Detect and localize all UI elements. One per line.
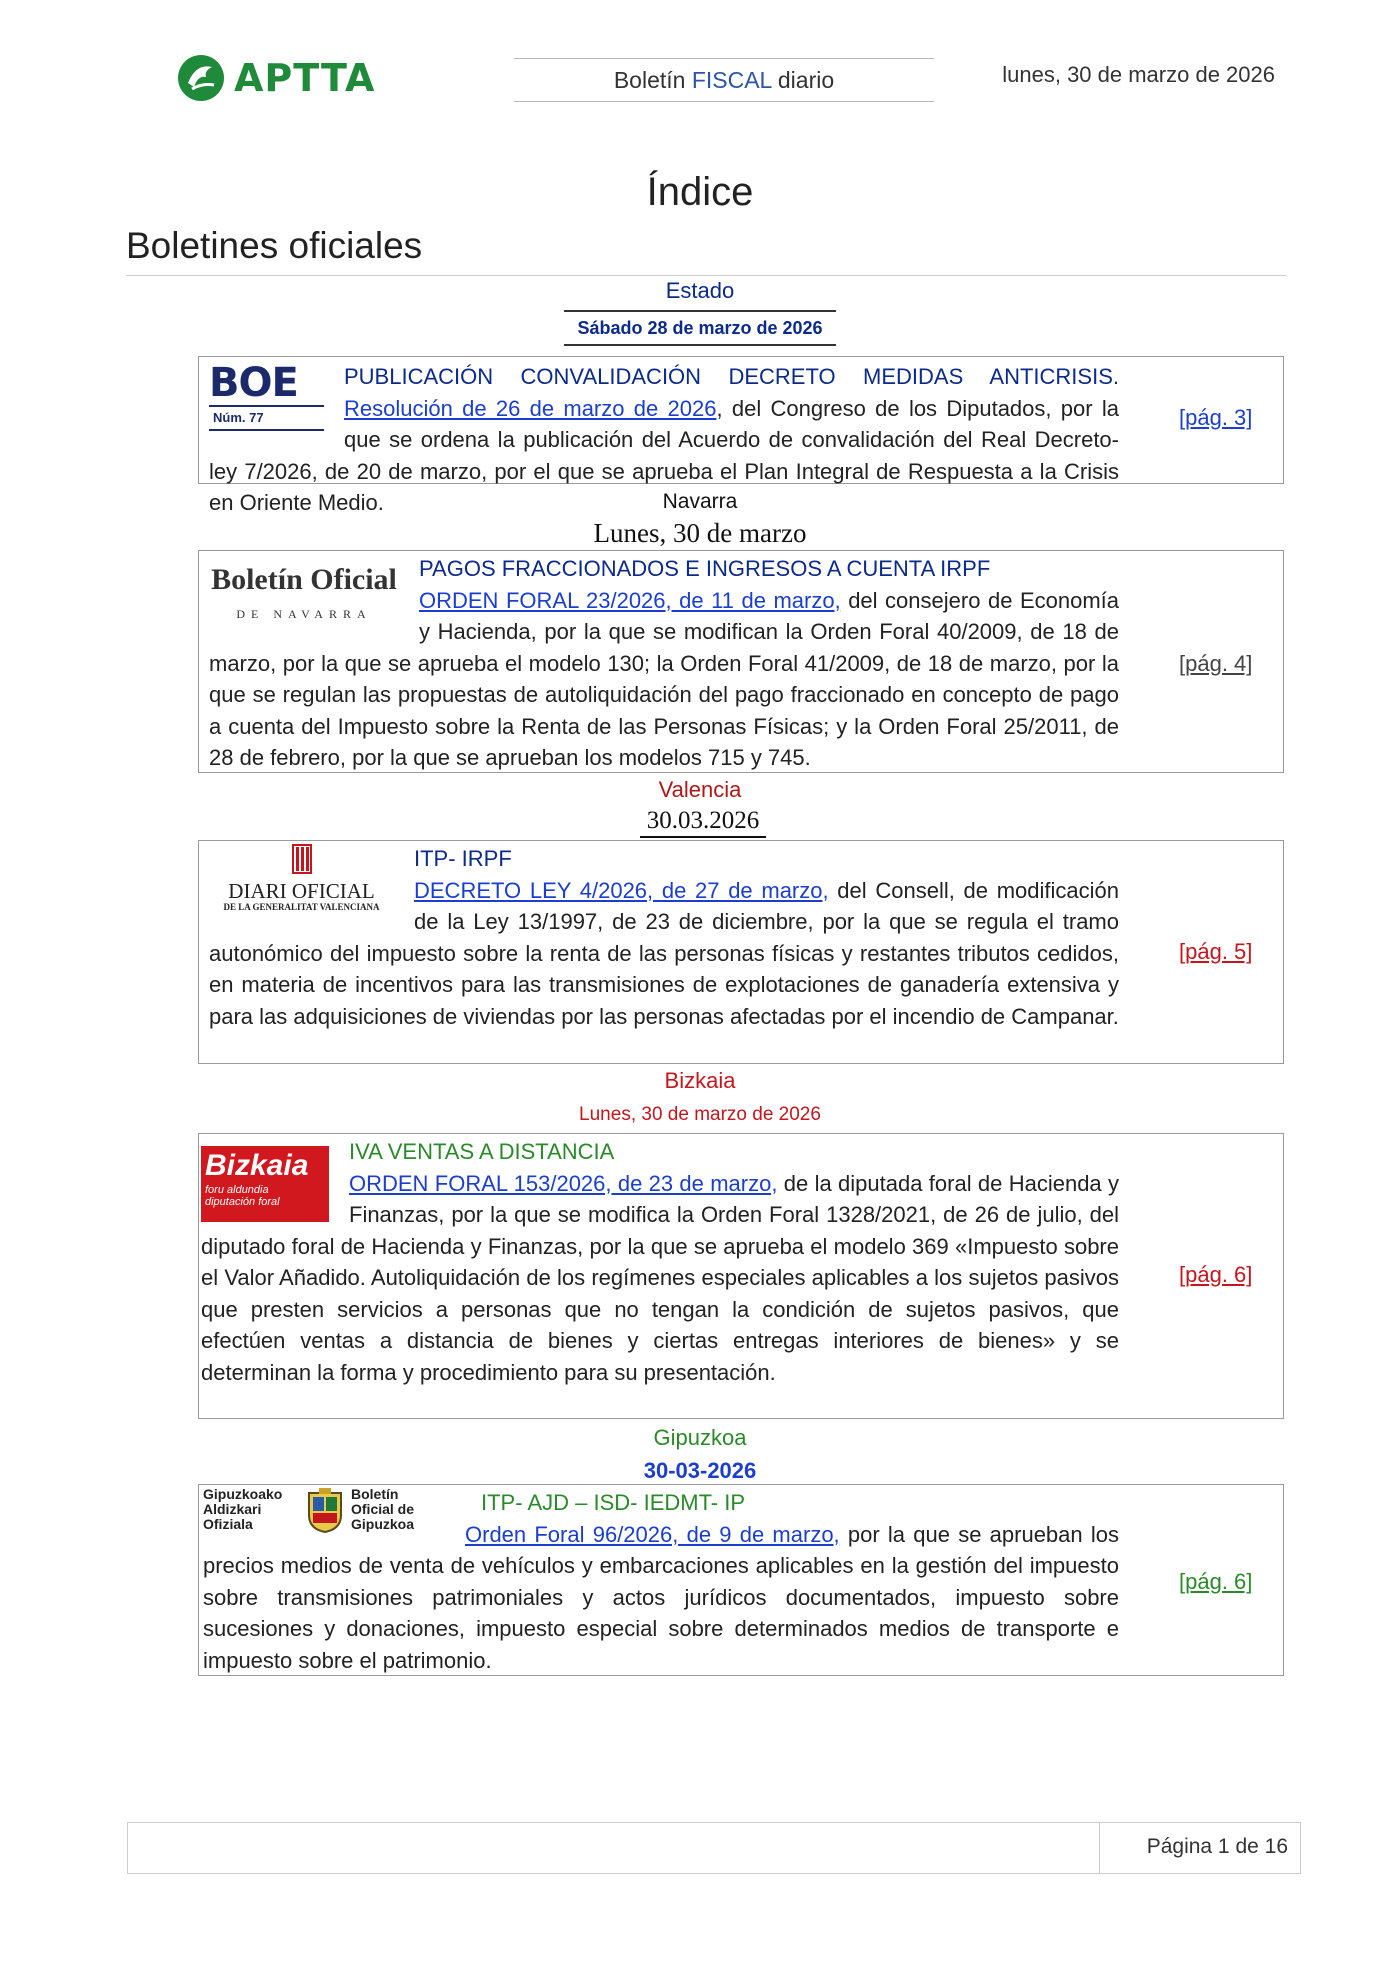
page-ref-link[interactable]: [pág. 4] bbox=[1179, 651, 1253, 676]
region-valencia: Valencia bbox=[658, 777, 742, 802]
footer-divider bbox=[1099, 1823, 1100, 1873]
dogv-logo: DIARI OFICIAL DE LA GENERALITAT VALENCIANA bbox=[209, 843, 394, 921]
entry-valencia bbox=[198, 840, 1284, 1064]
entry-link[interactable]: ORDEN FORAL 23/2026, de 11 de marzo, bbox=[419, 587, 841, 613]
boe-logo: BOE Núm. 77 bbox=[209, 361, 324, 447]
region-gipuzkoa: Gipuzkoa bbox=[653, 1425, 747, 1450]
page-ref-link[interactable]: [pág. 6] bbox=[1179, 1262, 1253, 1287]
gipuzkoa-logo: Gipuzkoako Aldizkari Ofiziala Boletín Oficial de Gipuzkoa bbox=[203, 1486, 415, 1532]
page-ref-link[interactable]: [pág. 6] bbox=[1179, 1569, 1253, 1594]
page-ref-link[interactable]: [pág. 3] bbox=[1179, 405, 1253, 430]
entry-heading: PUBLICACIÓN CONVALIDACIÓN DECRETO MEDIDAS ANTICRISIS. bbox=[344, 364, 1119, 389]
entry-text: IVA VENTAS A DISTANCIA ORDEN FORAL 153/2026, de 23 de marzo, de la diputada foral de Hacienda y Finanzas, por la que se modifica la Orden Foral 1328/2021, de 26 de julio, del diputado foral de Hacienda y Finanzas, por la que se aprueba el modelo 369 «Impuesto sobre el Valor Añadido. Autoliquidación de los regímenes especiales aplicables a los sujetos pasivos que presten servicios a personas que no tengan la condición de sujetos pasivos, que efectúen ventas a distancia de bienes y ciertas entregas interiores de bienes» y se determinan la forma y procedimiento para su presentación. bbox=[201, 1139, 1119, 1385]
date-navarra: Lunes, 30 de marzo bbox=[593, 518, 807, 548]
entry-heading: PAGOS FRACCIONADOS E INGRESOS A CUENTA IRPF bbox=[419, 556, 991, 581]
page-title: Índice bbox=[646, 170, 754, 214]
logo-text: APTTA bbox=[234, 56, 376, 100]
bulletin-title: Boletín FISCAL diario bbox=[514, 58, 934, 102]
entry-bizkaia bbox=[198, 1133, 1284, 1419]
entry-text: ITP- AJD – ISD- IEDMT- IP Orden Foral 96/2026, de 9 de marzo, por la que se aprueban los precios medios de venta de vehículos y embarcaciones aplicables en la gestión del impuesto sobre transmisiones patrimoniales y actos jurídicos documentados, impuesto sobre sucesiones y donaciones, impuesto especial sobre determinados medios de transporte e impuesto sobre el patrimonio. bbox=[203, 1490, 1119, 1673]
generalitat-emblem-icon bbox=[289, 843, 315, 875]
date-estado: Sábado 28 de marzo de 2026 bbox=[564, 310, 836, 346]
entry-link[interactable]: Resolución de 26 de marzo de 2026 bbox=[344, 395, 717, 421]
region-estado: Estado bbox=[665, 278, 735, 303]
page-number: Página 1 de 16 bbox=[1146, 1835, 1288, 1858]
region-bizkaia: Bizkaia bbox=[664, 1068, 736, 1093]
entry-link[interactable]: ORDEN FORAL 153/2026, de 23 de marzo, bbox=[349, 1170, 778, 1196]
page-ref-link[interactable]: [pág. 5] bbox=[1179, 939, 1253, 964]
entry-heading: ITP- AJD – ISD- IEDMT- IP bbox=[481, 1490, 746, 1515]
gipuzkoa-coat-of-arms-icon bbox=[305, 1487, 345, 1533]
bizkaia-logo: Bizkaia foru aldundia diputación foral bbox=[201, 1146, 329, 1222]
date-bizkaia: Lunes, 30 de marzo de 2026 bbox=[579, 1104, 821, 1125]
entry-link[interactable]: Orden Foral 96/2026, de 9 de marzo, bbox=[465, 1521, 840, 1547]
entry-text: PUBLICACIÓN CONVALIDACIÓN DECRETO MEDIDAS ANTICRISIS. Resolución de 26 de marzo de 2026, del Congreso de los Diputados, por la que se ordena la publicación del Acuerdo de convalidación del Real Decreto-ley 7/2026, de 20 de marzo, por el que se aprueba el Plan Integral de Respuesta a la Crisis en Oriente Medio. bbox=[209, 364, 1120, 515]
navarra-logo: Boletín Oficial DE NAVARRA bbox=[211, 563, 397, 621]
date-gipuzkoa: 30-03-2026 bbox=[643, 1458, 757, 1483]
aptta-emblem-icon bbox=[176, 53, 226, 103]
entry-navarra bbox=[198, 550, 1284, 773]
entry-gipuzkoa bbox=[198, 1484, 1284, 1676]
section-title: Boletines oficiales bbox=[126, 225, 423, 266]
entry-text: ITP- IRPF DECRETO LEY 4/2026, de 27 de marzo, del Consell, de modificación de la Ley 13/1997, de 23 de diciembre, por la que se regula el tramo autonómico del impuesto sobre la renta de las personas físicas y restantes tributos cedidos, en materia de incentivos para las transmisiones de explotaciones de ganadería extensiva y para las adquisiciones de viviendas por las personas afectadas por el incendio de Campanar. bbox=[209, 846, 1119, 1029]
divider bbox=[126, 275, 1286, 276]
entry-text: PAGOS FRACCIONADOS E INGRESOS A CUENTA IRPF ORDEN FORAL 23/2026, de 11 de marzo, del consejero de Economía y Hacienda, por la que se modifican la Orden Foral 40/2009, de 18 de marzo, por la que se aprueba el modelo 130; la Orden Foral 41/2009, de 18 de marzo, por la que se regulan las propuestas de autoliquidación del pago fraccionado en concepto de pago a cuenta del Impuesto sobre la Renta de las Personas Físicas; y la Orden Foral 25/2011, de 28 de febrero, por la que se aprueban los modelos 715 y 745. bbox=[209, 556, 1119, 770]
date-valencia: 30.03.2026 bbox=[640, 806, 766, 838]
entry-heading: IVA VENTAS A DISTANCIA bbox=[349, 1139, 615, 1164]
aptta-logo bbox=[176, 52, 396, 104]
page-footer bbox=[127, 1822, 1301, 1874]
region-navarra: Navarra bbox=[662, 490, 738, 513]
entry-link[interactable]: DECRETO LEY 4/2026, de 27 de marzo, bbox=[414, 877, 829, 903]
entry-heading: ITP- IRPF bbox=[414, 846, 512, 871]
header-date: lunes, 30 de marzo de 2026 bbox=[1002, 62, 1275, 87]
